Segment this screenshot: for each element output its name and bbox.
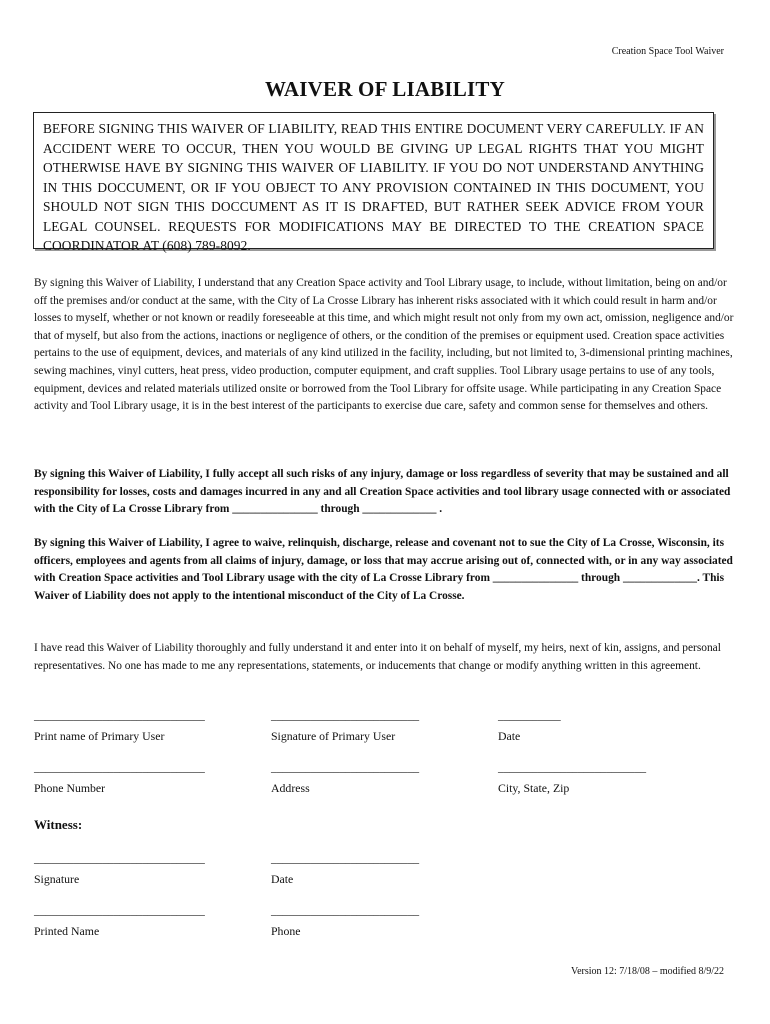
release-covenant-paragraph: By signing this Waiver of Liability, I agree to waive, relinquish, discharge, release and covenant not to sue the City of La Crosse, Wisconsin, its officers, employees and agents from all claims of injury, damage, or loss that may accrue arising out of, connected with, or in any way associated with Creation Space activities and Tool Library usage with the city of La Crosse Library from _______________ through _____________. This Waiver of Liability does not apply to the intentional misconduct of the City of La Crosse.	[34, 537, 733, 602]
document-tag: Creation Space Tool Waiver	[611, 46, 724, 57]
print-name-line[interactable]: ______________________________	[34, 710, 205, 722]
witness-signature-line[interactable]: ______________________________	[34, 853, 205, 865]
version-footer: Version 12: 7/18/08 – modified 8/9/22	[570, 966, 724, 977]
risk-acceptance-paragraph: By signing this Waiver of Liability, I fully accept all such risks of any injury, damage or loss regardless of severity that may be sustained and all responsibility for losses, costs and damages incurred in any and all Creation Space activities and tool library usage connected with or associated with the City of La Crosse Library from _______________ through _____________ .	[34, 468, 731, 516]
phone-number-line[interactable]: ______________________________	[34, 762, 205, 774]
witness-phone-line[interactable]: __________________________	[271, 905, 420, 917]
witness-printed-name-label: Printed Name	[34, 924, 100, 938]
address-line[interactable]: __________________________	[271, 762, 420, 774]
date-primary-line[interactable]: ___________	[498, 710, 561, 722]
phone-number-label: Phone Number	[34, 781, 106, 795]
signature-primary-label: Signature of Primary User	[271, 729, 396, 743]
city-state-zip-label: City, State, Zip	[498, 781, 570, 795]
warning-notice-box: BEFORE SIGNING THIS WAIVER OF LIABILITY, READ THIS ENTIRE DOCUMENT VERY CAREFULLY. IF AN ACCIDENT WERE TO OCCUR, THEN YOU WOULD BE GIVING UP LEGAL RIGHTS THAT YOU MIGHT OTHERWISE HAVE BY SIGNING THIS WAIVER OF LIABILITY. IF YOU DO NOT UNDERSTAND ANYTHING IN THIS DOCCUMENT, OR IF YOU OBJECT TO ANY PROVISION CONTAINED IN THIS DOCUMENT, YOU SHOULD NOT SIGN THIS DOCCUMENT AS IT IS DRAFTED, BUT RATHER SEEK ADVICE FROM YOUR LEGAL COUNSEL. REQUESTS FOR MODIFICATIONS MAY BE DIRECTED TO THE CREATION SPACE COORDINATOR AT (608) 789-8092.	[33, 112, 714, 249]
signature-primary-line[interactable]: __________________________	[271, 710, 420, 722]
witness-printed-name-line[interactable]: ______________________________	[34, 905, 205, 917]
date-primary-label: Date	[498, 729, 521, 743]
print-name-label: Print name of Primary User	[34, 729, 165, 743]
witness-heading: Witness:	[34, 817, 83, 832]
page-title: WAIVER OF LIABILITY	[265, 77, 505, 101]
agreement-paragraph: I have read this Waiver of Liability thoroughly and fully understand it and enter into it on behalf of myself, my heirs, next of kin, assigns, and personal representatives. No one has made to me any representations, statements, or inducements that change or modify anything written in this agreement.	[34, 642, 721, 672]
witness-signature-label: Signature	[34, 872, 80, 886]
witness-date-line[interactable]: __________________________	[271, 853, 420, 865]
witness-date-label: Date	[271, 872, 294, 886]
risk-acknowledgement-paragraph: By signing this Waiver of Liability, I understand that any Creation Space activity and Tool Library usage, to include, without limitation, being on and/or off the premises and/or conduct at the same, with the City of La Crosse Library has inherent risks associated with it which could result in harm and/or losses to myself, whether or not known or readily foreseeable at this time, and which might result not only from my own act, omission, negligence and/or that of myself, but also from the actions, inactions or negligence of others, or the condition of the premises or equipment used. Creation space activities pertains to the use of equipment, devices, and materials of any kind utilized in the facility, including, but not limited to, 3-dimensional printing machines, sewing machines, vinyl cutters, heat press, video production, computer equipment, and craft supplies. Tool Library usage pertains to use of any tools, equipment, devices and related materials utilized onsite or borrowed from the Tool Library for offsite usage. While participating in any Creation Space activity and Tool Library usage, it is in the best interest of the participants to exercise due care, safety and common sense for themselves and others.	[34, 277, 734, 413]
address-label: Address	[271, 781, 310, 795]
city-state-zip-line[interactable]: __________________________	[498, 762, 647, 774]
witness-phone-label: Phone	[271, 924, 301, 938]
